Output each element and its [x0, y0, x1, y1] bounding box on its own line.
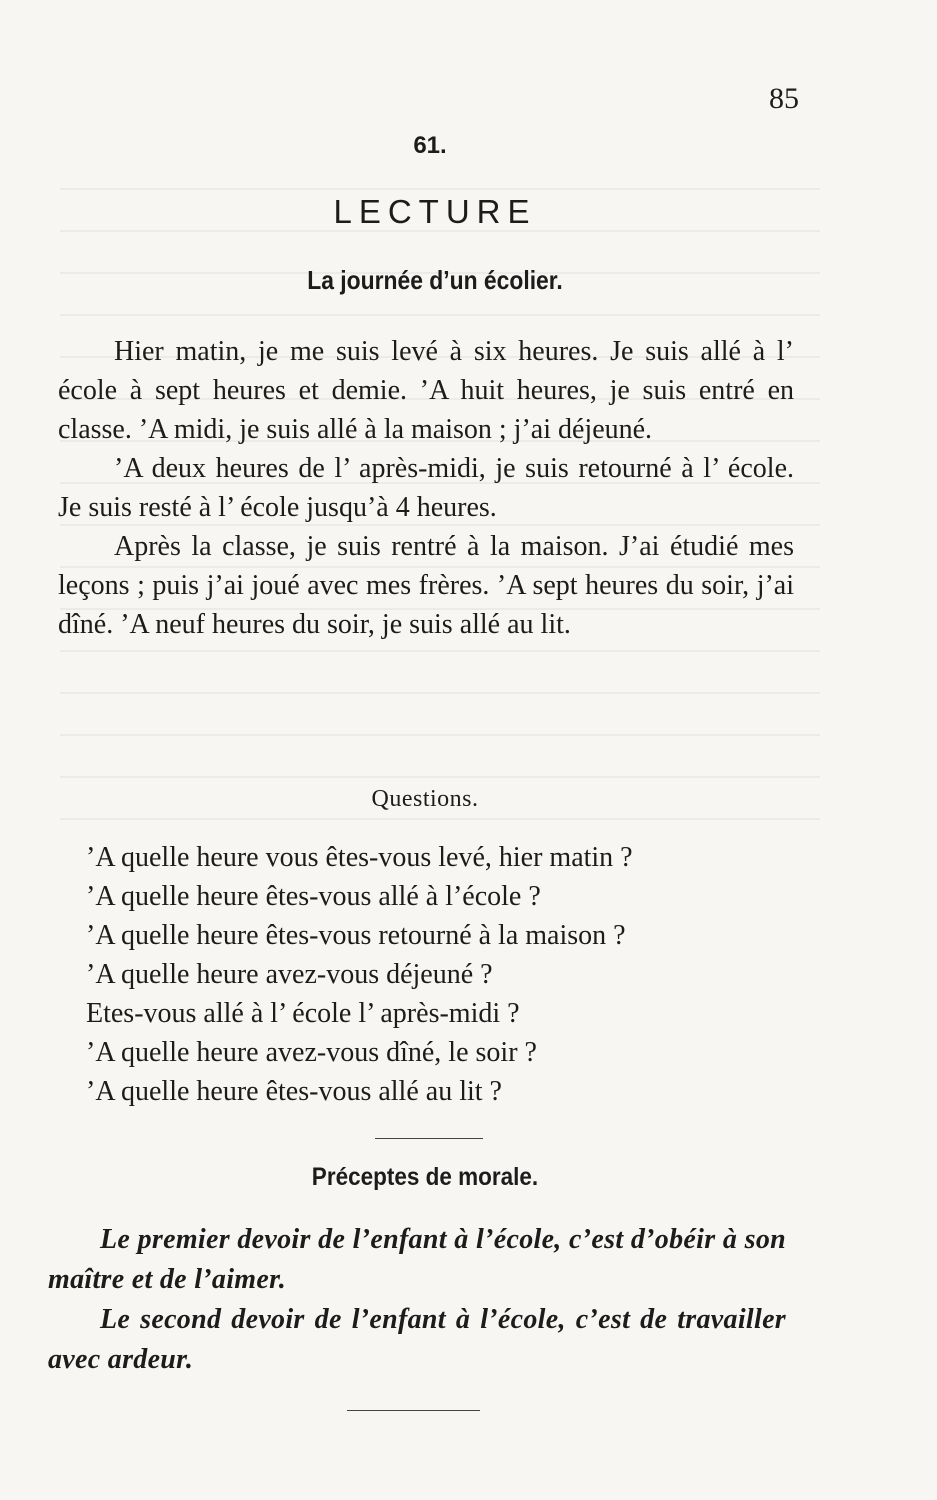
maxims	[48, 1220, 786, 1380]
question-item: ’A quelle heure avez-vous déjeuné ?	[86, 959, 493, 990]
question-item: Etes-vous allé à l’ école l’ après-midi ?	[86, 998, 520, 1029]
divider	[375, 1138, 483, 1139]
reading-paragraph: Après la classe, je suis rentré à la maison. J’ai étudié mes leçons ; puis j’ai joué avec mes frères. ’A sept heures du soir, j’ai dîné. ’A neuf heures du soir, je suis allé au lit.	[58, 531, 794, 640]
question-item: ’A quelle heure avez-vous dîné, le soir ?	[86, 1037, 537, 1068]
lesson-number: 61.	[413, 132, 447, 159]
reading-title: La journée d’un écolier.	[307, 265, 563, 295]
question-item: ’A quelle heure êtes-vous allé au lit ?	[86, 1076, 502, 1107]
section-title: LECTURE	[333, 193, 537, 230]
question-item: ’A quelle heure vous êtes-vous levé, hier matin ?	[86, 842, 633, 873]
question-item: ’A quelle heure êtes-vous allé à l’école ?	[86, 881, 541, 912]
questions-title: Questions.	[371, 786, 479, 812]
reading-text	[58, 332, 794, 644]
maxim: Le second devoir de l’enfant à l’école, c’est de travailler avec ardeur.	[48, 1304, 786, 1375]
question-item: ’A quelle heure êtes-vous retourné à la maison ?	[86, 920, 626, 951]
reading-paragraph: ’A deux heures de l’ après-midi, je suis retourné à l’ école. Je suis resté à l’ école jusqu’à 4 heures.	[58, 453, 794, 523]
reading-paragraph: Hier matin, je me suis levé à six heures. Je suis allé à l’ école à sept heures et demie. ’A huit heures, je suis entré en classe. ’A midi, je suis allé à la maison ; j’ai déjeuné.	[58, 336, 794, 445]
page-number: 85	[769, 82, 799, 115]
maxim: Le premier devoir de l’enfant à l’école, c’est d’obéir à son maître et de l’aimer.	[48, 1224, 786, 1295]
morale-title: Préceptes de morale.	[311, 1163, 539, 1191]
divider	[347, 1410, 480, 1411]
questions-list	[86, 838, 806, 1111]
